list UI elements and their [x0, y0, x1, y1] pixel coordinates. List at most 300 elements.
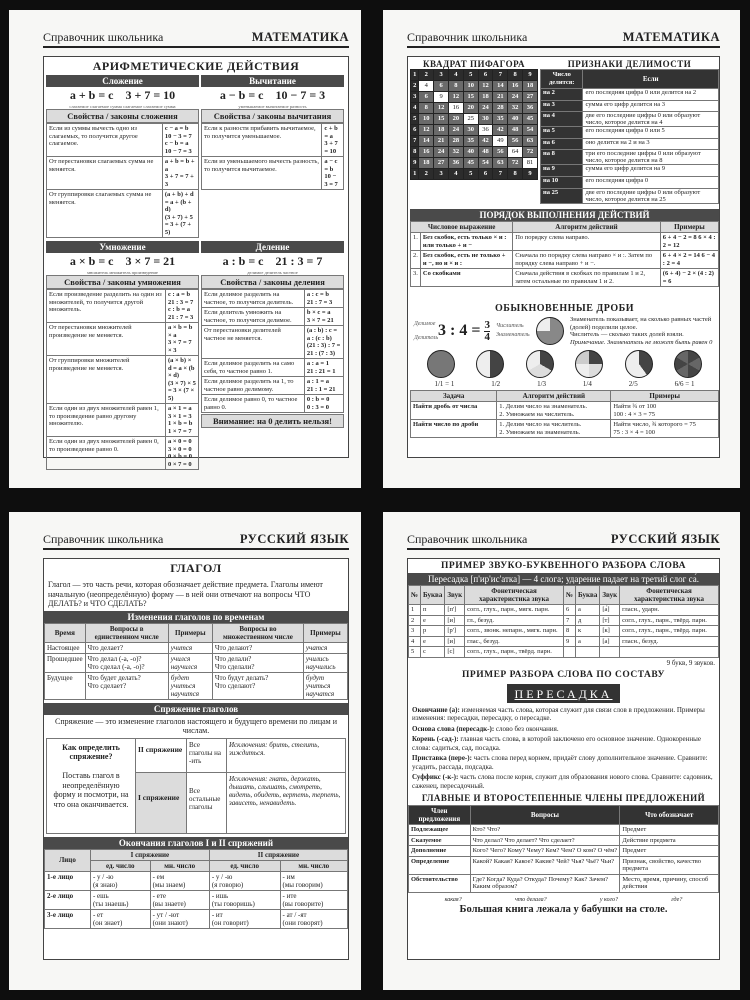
tense-head: Примеры: [303, 623, 347, 642]
tense-head: Время: [45, 623, 86, 642]
pythagoras-cell: 9: [434, 92, 449, 103]
member-cell: Обстоятельство: [409, 874, 471, 892]
pythagoras-cell: 9: [523, 169, 538, 180]
pythagoras-cell: 36: [523, 103, 538, 114]
tense-row: [45, 672, 348, 699]
page-russian-2: [383, 512, 740, 990]
fraction-task-cell: 1. Делим число на числитель. 2. Умножаем на знаменатель.: [497, 420, 611, 438]
phonetic-cell: глас., безуд.: [465, 636, 564, 647]
ending-cell: - ешь (ты знаешь): [90, 890, 150, 909]
phonetic-cell: [а́]: [600, 605, 620, 616]
morph-item: [408, 705, 719, 724]
multiplication-props-title: Свойства / законы умножения: [46, 275, 199, 289]
divisibility-cell: на 2: [541, 89, 583, 101]
ending-row: [45, 909, 348, 928]
pythagoras-cell: 18: [478, 92, 493, 103]
endings-sub-2: мн. число: [150, 860, 209, 871]
sentence-questions: [408, 893, 719, 903]
phonetic-head: №: [564, 586, 576, 605]
divisibility-cell: его последняя цифра 0 или 5: [583, 127, 719, 139]
tense-cell: Что будет делать? Что сделает?: [85, 672, 168, 699]
division-title: Деление: [201, 241, 344, 253]
divisibility-row: [541, 150, 719, 165]
whole-circle-icon: [427, 350, 455, 378]
phonetic-cell: 3: [409, 626, 421, 637]
book-title: Справочник школьника: [407, 532, 528, 546]
pythagoras-cell: 36: [449, 158, 464, 169]
divisibility-cell: сумма его цифр делится на 9: [583, 165, 719, 177]
divisibility-row: [541, 127, 719, 139]
endings-sub-4: мн. число: [280, 860, 348, 871]
subtraction-cell: c + b = a 3 + 7 = 10: [322, 124, 344, 157]
pythagoras-cell: 15: [434, 114, 449, 125]
subtraction-row: [202, 157, 344, 190]
phonetic-cell: 2: [409, 615, 421, 626]
tenses-table: [44, 623, 348, 700]
phonetic-cell: [а]: [600, 636, 620, 647]
order-cell: Сначала по порядку слева направо × и :. Затем по порядку слева направо + и −.: [513, 251, 661, 269]
morph-item-term: Окончание (а):: [412, 705, 462, 714]
pythagoras-cell: 8: [449, 81, 464, 92]
pythagoras-cell: 28: [493, 103, 508, 114]
member-row: [409, 825, 719, 836]
pythagoras-cell: 49: [493, 136, 508, 147]
how-question: Как определить спряжение?: [62, 742, 120, 761]
pythagoras-cell: 35: [493, 114, 508, 125]
subtraction-cell: a − c = b 10 − 3 = 7: [322, 157, 344, 190]
addition-props-title: Свойства / законы сложения: [46, 109, 199, 123]
phonetic-cell: [564, 647, 576, 658]
pythagoras-row: [411, 114, 538, 125]
division-formula: [201, 253, 344, 270]
morph-item-term: Основа слова (пересадк-):: [412, 724, 496, 733]
multiplication-cell: (a × b) × d = a × (b × d) (3 × 7) × 5 = 3 × (7 × 5): [165, 356, 198, 404]
subtraction-captions: уменьшаемое вычитаемое разность: [238, 104, 307, 109]
members-table: [408, 805, 719, 893]
phonetic-cell: [576, 647, 600, 658]
pythagoras-cell: 6: [411, 125, 419, 136]
order-table: [410, 221, 719, 287]
book-title: Справочник школьника: [43, 532, 164, 546]
morph-item-text: часть слова после корня, служит для образования нового слова. Сравните: садовник, саженец, пересадочный.: [412, 773, 713, 790]
phonetic-row: [409, 605, 719, 616]
member-cell: Определение: [409, 856, 471, 874]
example-text: 21 : 3 = 7: [275, 254, 323, 268]
member-row: [409, 874, 719, 892]
order-cell: По порядку слева направо.: [513, 233, 661, 251]
phonetic-row: [409, 636, 719, 647]
fraction-task-row: [411, 420, 719, 438]
example-text: 10 − 7 = 3: [275, 88, 326, 102]
conj-ii-rule: Все глаголы на -ить: [187, 739, 227, 772]
division-cell: От перестановки делителей частное не меняется.: [202, 326, 305, 359]
fraction-circle-label: 1/4: [582, 380, 592, 388]
pythagoras-cell: 2: [419, 169, 434, 180]
multiplication-row: [47, 437, 199, 470]
fraction-task-cell: Найти число по дроби: [411, 420, 497, 438]
morph-word: ПЕРЕСАДКА: [507, 684, 621, 703]
member-row: [409, 856, 719, 874]
book-title: Справочник школьника: [407, 30, 528, 44]
subtraction-cell: Если из уменьшаемого вычесть разность, то получится вычитаемое.: [202, 157, 322, 190]
division-props-title: Свойства / законы деления: [201, 275, 344, 289]
divisibility-row: [541, 89, 719, 101]
morph-word-wrap: [408, 684, 719, 703]
pythagoras-cell: 42: [478, 136, 493, 147]
order-cell: 1.: [411, 233, 421, 251]
divisibility-row: [541, 176, 719, 188]
divisibility-table: [540, 69, 719, 204]
pythagoras-cell: 16: [449, 103, 464, 114]
multiplication-row: [47, 404, 199, 437]
tense-head: Вопросы в единственном числе: [85, 623, 168, 642]
pythagoras-cell: 24: [449, 125, 464, 136]
phonetic-cell: согл., звонк. непарн., мягк. парн.: [465, 626, 564, 637]
conj-i-exceptions: Исключения: гнать, держать, дышать, слышать, смотреть, видеть, обидеть, вертеть, терпеть, зависеть, ненавидеть.: [229, 774, 341, 807]
fraction-note-2: Числитель — сколько таких долей взяли.: [569, 331, 684, 338]
subject-title: МАТЕМАТИКА: [251, 30, 349, 44]
phonetic-cell: [и]: [445, 636, 465, 647]
pythagoras-cell: 35: [463, 136, 478, 147]
pythagoras-cell: 40: [463, 147, 478, 158]
morph-item: [408, 734, 719, 753]
morph-title: ПРИМЕР РАЗБОРА СЛОВА ПО СОСТАВУ: [462, 669, 665, 680]
phonetic-head: Буква: [421, 586, 445, 605]
pythagoras-cell: 9: [411, 158, 419, 169]
pythagoras-cell: 48: [508, 125, 523, 136]
multiplication-row: [47, 356, 199, 404]
subject-title: РУССКИЙ ЯЗЫК: [610, 532, 720, 546]
pythagoras-cell: 64: [508, 147, 523, 158]
pythagoras-cell: 4: [411, 103, 419, 114]
morph-item-text: слово без окончания.: [495, 724, 559, 733]
ending-cell: - ите (вы говорите): [280, 890, 348, 909]
fraction-explanation: [410, 316, 719, 346]
formula-text: a − b = c: [219, 88, 264, 102]
members-head-1: Член предложения: [409, 806, 471, 825]
pythagoras-cell: 28: [449, 136, 464, 147]
morph-item: [408, 772, 719, 791]
phonetic-cell: [и]: [445, 615, 465, 626]
ending-row: [45, 890, 348, 909]
question-4: где?: [671, 896, 683, 903]
divisibility-head-1: Число делится:: [541, 70, 583, 89]
divisibility-cell: его последняя цифра 0 или делится на 2: [583, 89, 719, 101]
fraction-note-1: Знаменатель показывает, на сколько равных частей (долей) поделили целое.: [569, 316, 712, 331]
multiplication-block: [46, 241, 199, 468]
tense-cell: будут учиться научатся: [303, 672, 347, 699]
tense-cell: Настоящее: [45, 642, 86, 653]
tenses-title: Изменения глаголов по временам: [44, 611, 348, 623]
member-cell: Дополнение: [409, 846, 471, 857]
pythagoras-cell: 72: [523, 147, 538, 158]
phonetic-table: [408, 585, 719, 658]
ending-cell: - ит (он говорит): [209, 909, 280, 928]
order-cell: Без скобок, есть не только + и −, но и × и :: [420, 251, 512, 269]
pythagoras-cell: 16: [508, 81, 523, 92]
pythagoras-cell: 27: [523, 92, 538, 103]
pythagoras-cell: 7: [411, 136, 419, 147]
pythagoras-cell: 32: [449, 147, 464, 158]
addition-cell: Если из суммы вычесть одно из слагаемых, то получится другое слагаемое.: [47, 124, 163, 157]
pythagoras-cell: 7: [493, 70, 508, 81]
fraction-circle-label: 1/1 = 1: [434, 380, 455, 388]
ending-cell: - у / -ю (я говорю): [209, 871, 280, 890]
pythagoras-cell: 54: [523, 125, 538, 136]
divisibility-cell: на 5: [541, 127, 583, 139]
phonetic-cell: с: [421, 647, 445, 658]
pythagoras-cell: 21: [493, 92, 508, 103]
pythagoras-row: [411, 147, 538, 158]
addition-row: [47, 124, 199, 157]
tense-cell: Что делали? Что сделали?: [212, 653, 303, 672]
pythagoras-cell: 45: [523, 114, 538, 125]
division-row: [202, 326, 344, 359]
pythagoras-row: [411, 158, 538, 169]
pythagoras-cell: 12: [434, 103, 449, 114]
fraction-labels-left: [414, 320, 439, 342]
how-answer: Поставь глагол в неопределённую форму и посмотри, на что она оканчивается.: [53, 771, 129, 809]
example-text: 3 + 7 = 10: [125, 88, 176, 102]
task-head-3: Примеры: [611, 391, 719, 402]
addition-cell: От группировки слагаемых сумма не меняется.: [47, 190, 163, 238]
division-cell: a : a = 1 21 : 21 = 1: [304, 359, 343, 377]
pythagoras-cell: 30: [478, 114, 493, 125]
order-cell: Сначала действия в скобках по правилам 1 и 2, затем остальные по правилам 1 и 2.: [513, 269, 661, 287]
phonetic-cell: 4: [409, 636, 421, 647]
morph-item: [408, 753, 719, 772]
ending-cell: 2-е лицо: [45, 890, 91, 909]
member-cell: Что делал? Что делает? Что сделает?: [470, 835, 620, 846]
pythagoras-cell: 10: [419, 114, 434, 125]
member-cell: Какой? Какая? Какое? Какие? Чей? Чья? Чьё? Чьи?: [470, 856, 620, 874]
tense-cell: учились научились: [303, 653, 347, 672]
endings-sub-1: ед. число: [90, 860, 150, 871]
conjugation-types: [135, 739, 345, 833]
pythagoras-cell: 9: [523, 70, 538, 81]
conj-ii-exceptions: Исключения: брить, стелить, зиждиться.: [229, 740, 320, 757]
pythagoras-title: КВАДРАТ ПИФАГОРА: [423, 59, 525, 69]
divisibility-cell: на 9: [541, 165, 583, 177]
morph-items: [408, 705, 719, 792]
member-cell: Кто? Что?: [470, 825, 620, 836]
fraction-circle-label: 6/6 = 1: [674, 380, 695, 388]
tense-head: Примеры: [168, 623, 212, 642]
tense-cell: учился научился: [168, 653, 212, 672]
phonetic-cell: согл., глух., парн., твёрд. парн.: [465, 647, 564, 658]
fraction-labels-right: [496, 322, 530, 340]
tense-cell: Что делает?: [85, 642, 168, 653]
phonetic-cell: гл., безуд.: [465, 615, 564, 626]
tense-cell: учатся: [303, 642, 347, 653]
divisibility-row: [541, 112, 719, 127]
phonetic-cell: п: [421, 605, 445, 616]
fraction-task-table: [410, 390, 719, 438]
pythagoras-cell: 4: [449, 70, 464, 81]
book-title: Справочник школьника: [43, 30, 164, 44]
morph-item-text: главная часть слова, в которой заключено его основное значение. Однокоренные слова: садиться, сад, посадка.: [412, 735, 701, 752]
order-cell: 6 + 4 × 2 = 14 6 − 4 : 2 = 4: [660, 251, 718, 269]
pythagoras-cell: 8: [508, 70, 523, 81]
pythagoras-cell: 40: [508, 114, 523, 125]
fraction-task-cell: Найти ¾ от 100 100 : 4 × 3 = 75: [611, 402, 719, 420]
pythagoras-cell: 27: [434, 158, 449, 169]
tense-cell: учится: [168, 642, 212, 653]
division-row: [202, 308, 344, 326]
phonetic-cell: 7: [564, 615, 576, 626]
phonetic-cell: р: [421, 626, 445, 637]
pythagoras-cell: 20: [463, 103, 478, 114]
pythagoras-cell: 56: [493, 147, 508, 158]
multiplication-formula: [46, 253, 199, 270]
phonetic-cell: [600, 647, 620, 658]
fractions-title: ОБЫКНОВЕННЫЕ ДРОБИ: [495, 303, 634, 314]
pythagoras-cell: 63: [493, 158, 508, 169]
divisibility-row: [541, 165, 719, 177]
phonetic-cell: согл., глух., парн., мягк. парн.: [465, 605, 564, 616]
ending-cell: - ете (вы знаете): [150, 890, 209, 909]
phonetic-cell: согл., глух., парн., твёрд. парн.: [620, 615, 719, 626]
divisibility-cell: на 3: [541, 100, 583, 112]
pythagoras-row: [411, 103, 538, 114]
divisibility-row: [541, 188, 719, 203]
endings-table: [44, 849, 348, 929]
pythagoras-cell: 8: [508, 169, 523, 180]
phonetic-row: [409, 647, 719, 658]
pythagoras-row: [411, 81, 538, 92]
multiplication-cell: Если один из двух множителей равен 0, то произведение равно 0.: [47, 437, 166, 470]
phonetic-cell: а: [576, 636, 600, 647]
pythagoras-cell: 20: [449, 114, 464, 125]
pythagoras-cell: 24: [434, 147, 449, 158]
fraction-circle-label: 1/2: [491, 380, 501, 388]
six-sixths-circle-icon: [674, 350, 702, 378]
formula-text: a + b = c: [69, 88, 114, 102]
addition-row: [47, 190, 199, 238]
addition-cell: От перестановки слагаемых сумма не меняется.: [47, 157, 163, 190]
phonetic-cell: [к]: [600, 626, 620, 637]
divisibility-cell: две его последние цифры 0 или образуют число, которое делится на 4: [583, 112, 719, 127]
phonetic-row: [409, 615, 719, 626]
ending-cell: 3-е лицо: [45, 909, 91, 928]
pythagoras-cell: 4: [449, 169, 464, 180]
sentence-example: Большая книга лежала у бабушки на столе.: [459, 903, 668, 915]
phonetic-head: Звук: [445, 586, 465, 605]
conjugation-intro: Спряжение — это изменение глаголов настоящего и будущего времени по лицам и числам.: [55, 716, 337, 735]
phonetic-cell: д: [576, 615, 600, 626]
morph-item-text: изменяемая часть слова, которая служит для связи слов в предложении. Примеры изменения: пересадки, пересадку, о пересадке.: [412, 705, 705, 722]
order-cell: (6 + 4) − 2 × (4 : 2) = 6: [660, 269, 718, 287]
ending-cell: - ет (он знает): [90, 909, 150, 928]
conj-i-row: [135, 773, 345, 833]
ending-row: [45, 871, 348, 890]
pythagoras-cell: 3: [411, 92, 419, 103]
divisibility-row: [541, 100, 719, 112]
members-head-2: Вопросы: [470, 806, 620, 825]
member-cell: Место, время, причину, способ действия: [620, 874, 719, 892]
addition-cell: (a + b) + d = a + (b + d) (3 + 7) + 5 = 3 + (7 + 5): [162, 190, 198, 238]
russian2-frame: [407, 558, 720, 960]
question-3: у кого?: [599, 896, 618, 903]
phonetic-cell: [р']: [445, 626, 465, 637]
divisor-label: Делитель: [414, 334, 439, 341]
member-cell: Где? Когда? Куда? Откуда? Почему? Как? Зачем? Каким образом?: [470, 874, 620, 892]
pythagoras-cell: 63: [523, 136, 538, 147]
multiplication-cell: От перестановки множителей произведение не меняется.: [47, 323, 166, 356]
divisibility-cell: три его последние цифры 0 или образуют число, которое делится на 8: [583, 150, 719, 165]
endings-head-ii: II спряжение: [209, 849, 347, 860]
conj-ii-label: II спряжение: [135, 739, 187, 772]
member-cell: Сказуемое: [409, 835, 471, 846]
dividend-label: Делимое: [414, 320, 436, 327]
member-cell: Признак, свойство, качество предмета: [620, 856, 719, 874]
divisibility-cell: на 8: [541, 150, 583, 165]
phonetic-head: Фонетическая характеристика звука: [465, 586, 564, 605]
phonetic-cell: согл., глух., парн., твёрд. парн.: [620, 626, 719, 637]
pythagoras-row: [411, 169, 538, 180]
addition-title: Сложение: [46, 75, 199, 87]
phonetic-total: 9 букв, 9 звуков.: [666, 658, 715, 667]
pythagoras-cell: 12: [419, 125, 434, 136]
order-row: [411, 269, 719, 287]
pythagoras-cell: 54: [478, 158, 493, 169]
order-head-1: Числовое выражение: [411, 222, 513, 233]
arith-title: АРИФМЕТИЧЕСКИЕ ДЕЙСТВИЯ: [92, 59, 300, 73]
endings-head-i: I спряжение: [90, 849, 209, 860]
pythagoras-cell: 30: [463, 125, 478, 136]
page-header: [407, 28, 720, 48]
member-row: [409, 846, 719, 857]
fraction-task-row: [411, 402, 719, 420]
division-row: [202, 395, 344, 413]
page-arithmetic: [9, 10, 361, 488]
tense-cell: Что делал (-а, -о)? Что сделал (-а, -о)?: [85, 653, 168, 672]
pythagoras-cell: 24: [478, 103, 493, 114]
verb-frame: [43, 558, 349, 960]
pythagoras-cell: 5: [463, 169, 478, 180]
endings-title: Окончания глаголов I и II спряжений: [44, 837, 348, 849]
pythagoras-cell: 12: [478, 81, 493, 92]
subtraction-cell: Если к разности прибавить вычитаемое, то получится уменьшаемое.: [202, 124, 322, 157]
pythagoras-cell: 32: [508, 103, 523, 114]
pythagoras-cell: 2: [411, 81, 419, 92]
phonetic-cell: [620, 647, 719, 658]
fraction-circle-labels: [410, 378, 719, 390]
divisibility-cell: на 6: [541, 138, 583, 150]
divisibility-cell: на 25: [541, 188, 583, 203]
phonetic-head: Звук: [600, 586, 620, 605]
order-cell: 6 + 4 − 2 = 8 6 × 4 : 2 = 12: [660, 233, 718, 251]
pythagoras-cell: 45: [463, 158, 478, 169]
endings-head-person: Лицо: [45, 849, 91, 871]
pythagoras-cell: 25: [463, 114, 478, 125]
phonetic-word: Пересадка [п'ир'ис'атка] — 4 слога; ударение падает на третий слог са́.: [408, 573, 719, 585]
fraction-circle-label: 2/5: [628, 380, 638, 388]
pythagoras-cell: 48: [478, 147, 493, 158]
subtraction-table: [201, 123, 344, 190]
subtraction-row: [202, 124, 344, 157]
pythagoras-cell: 18: [419, 158, 434, 169]
pythagoras-cell: 5: [463, 70, 478, 81]
division-cell: Если делимое разделить на само себя, то частное равно 1.: [202, 359, 305, 377]
morph-item-text: часть слова перед корнем, придаёт слову дополнительное значение. Сравните: усадить, рассада, подсадка.: [412, 754, 708, 771]
division-row: [202, 290, 344, 308]
pythagoras-cell: 14: [419, 136, 434, 147]
conjugation-rules: [46, 738, 346, 834]
division-cell: a : c = b 21 : 7 = 3: [304, 290, 343, 308]
pythagoras-cell: 56: [508, 136, 523, 147]
divisibility-cell: сумма его цифр делится на 3: [583, 100, 719, 112]
